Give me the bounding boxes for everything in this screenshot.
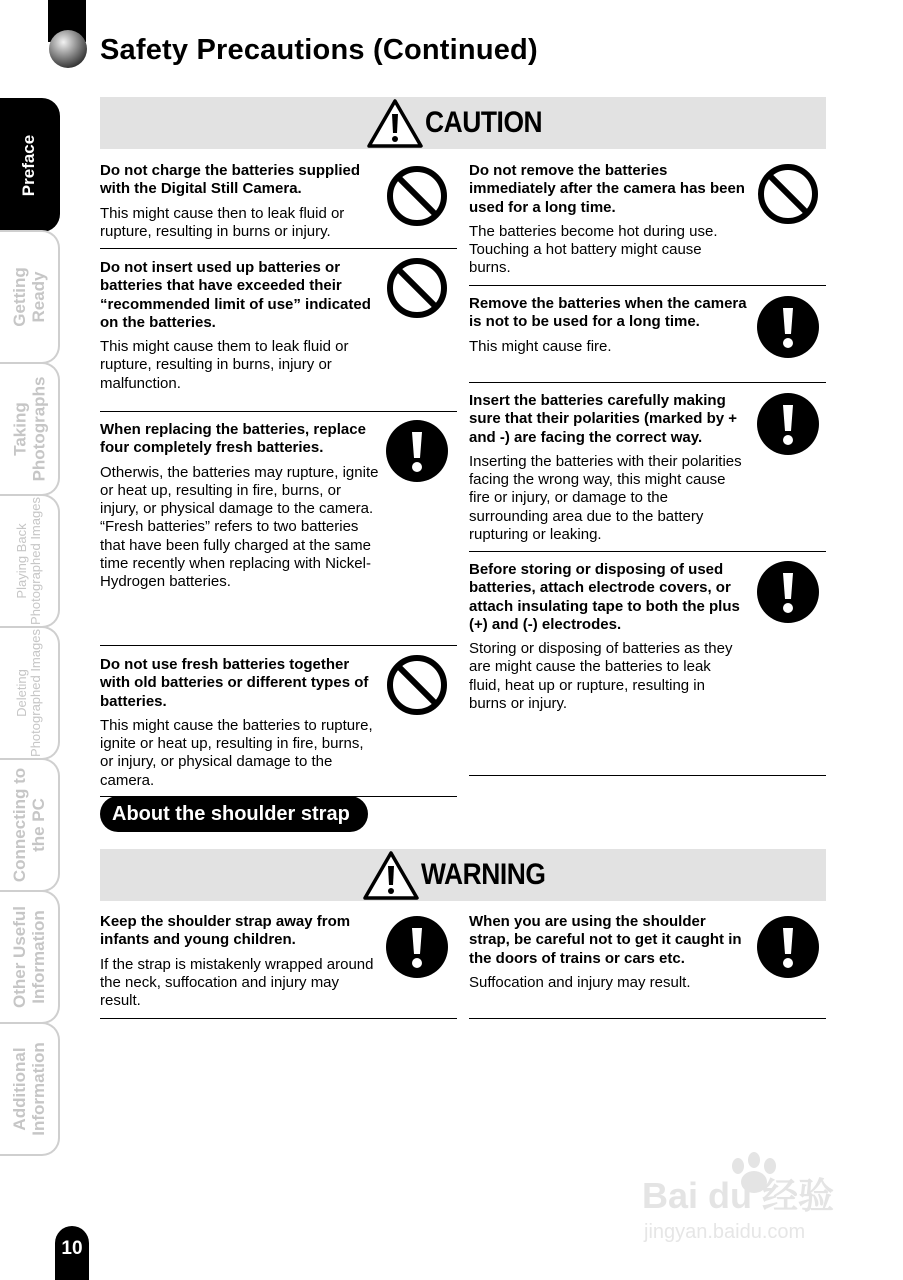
warning-label: WARNING [421, 858, 546, 891]
tab-taking-photographs[interactable] [0, 362, 60, 496]
tab-playing-back[interactable] [0, 494, 60, 628]
mandatory-icon [756, 915, 820, 979]
page-title: Safety Precautions (Continued) [100, 34, 538, 66]
tab-label: Playing Back Photographed Images [14, 497, 43, 625]
item-heading: Before storing or disposing of used batteries, attach electrode covers, or attach insulating tape to both the plus (+) and (-) electrodes. [469, 561, 740, 633]
prohibition-icon [385, 653, 449, 717]
caution-left-column [100, 162, 457, 797]
item-body: Inserting the batteries with their polarities facing the wrong way, this might cause fire or injury, or damage to the surrounding area due to the battery rupturing or leaking. [469, 452, 742, 544]
mandatory-icon [756, 392, 820, 456]
item-body: This might cause fire. [469, 337, 612, 355]
watermark-brand: Bai du 经验 [642, 1175, 835, 1216]
tab-label: Additional Information [10, 1042, 48, 1136]
caution-item [469, 286, 826, 383]
warning-triangle-icon [367, 98, 423, 148]
item-body: This might cause the batteries to rupture, ignite or heat up, resulting in fire, burns, or injury, or physical damage to the camera. [100, 716, 373, 789]
prohibition-icon [756, 162, 820, 226]
item-heading: Insert the batteries carefully making sure that their polarities (marked by + and -) are facing the correct way. [469, 392, 738, 446]
caution-item [100, 412, 457, 646]
page-number: 10 [55, 1226, 89, 1280]
item-body: If the strap is mistakenly wrapped around the neck, suffocation and injury may result. [100, 955, 374, 1010]
warning-triangle-icon [363, 850, 419, 900]
item-body: This might cause them to leak fluid or rupture, resulting in burns, injury or malfunction. [100, 338, 349, 392]
caution-item [469, 552, 826, 776]
item-body: This might cause then to leak fluid or rupture, resulting in burns or injury. [100, 204, 345, 240]
item-heading: Do not charge the batteries supplied with the Digital Still Camera. [100, 162, 361, 198]
warning-right-column [469, 913, 826, 1019]
warning-item [469, 913, 826, 1019]
warning-banner [100, 849, 826, 901]
item-heading: Keep the shoulder strap away from infants and young children. [100, 913, 351, 949]
tab-label: Other Useful Information [10, 905, 48, 1009]
tab-label: Taking Photographs [10, 376, 48, 482]
caution-item [100, 162, 457, 249]
tab-preface[interactable] [0, 98, 60, 232]
watermark-url: jingyan.baidu.com [644, 1221, 806, 1243]
section-title-pill: About the shoulder strap [100, 796, 368, 832]
tab-getting-ready[interactable] [0, 230, 60, 364]
item-heading: When replacing the batteries, replace four completely fresh batteries. [100, 421, 366, 457]
section-tabs [0, 98, 64, 1154]
caution-item [100, 646, 457, 797]
caution-label: CAUTION [425, 106, 543, 139]
item-heading: Do not remove the batteries immediately after the camera has been used for a long time. [469, 162, 745, 216]
tab-label: Preface [19, 134, 39, 196]
item-heading: When you are using the shoulder strap, be careful not to get it caught in the doors of trains or cars etc. [469, 913, 742, 967]
header-ball-icon [49, 30, 87, 68]
baidu-watermark [640, 1148, 850, 1244]
warning-left-column [100, 913, 457, 1019]
tab-additional-info[interactable] [0, 1022, 60, 1156]
mandatory-icon [385, 915, 449, 979]
tab-deleting[interactable] [0, 626, 60, 760]
prohibition-icon [385, 164, 449, 228]
caution-banner [100, 97, 826, 149]
item-heading: Remove the batteries when the camera is not to be used for a long time. [469, 295, 747, 331]
caution-item [469, 383, 826, 552]
item-body: Otherwis, the batteries may rupture, ignite or heat up, resulting in fire, burns, or injury, or physical damage to the camera. “Fresh batteries” refers to two batteries that have been fully charged at the same time recently when replacing with Nickel-Hydrogen batteries. [100, 463, 379, 591]
caution-item [469, 162, 826, 286]
tab-label: Getting Ready [10, 267, 48, 327]
item-heading: Do not insert used up batteries or batteries that have exceeded their “recommended limit of use” indicated on the batteries. [100, 259, 371, 331]
item-body: The batteries become hot during use. Touching a hot battery might cause burns. [469, 222, 718, 277]
tab-label: Deleting Photographed Images [14, 629, 43, 757]
caution-item [100, 249, 457, 412]
item-body: Storing or disposing of batteries as they are might cause the batteries to leak fluid, heat up or rupture, resulting in burns or injury. [469, 640, 733, 713]
item-heading: Do not use fresh batteries together with old batteries or different types of batteries. [100, 656, 369, 710]
mandatory-icon [385, 419, 449, 483]
tab-label: Connecting to the PC [10, 767, 49, 883]
tab-other-useful[interactable] [0, 890, 60, 1024]
item-body: Suffocation and injury may result. [469, 973, 691, 991]
mandatory-icon [756, 295, 820, 359]
tab-connecting-pc[interactable] [0, 758, 60, 892]
prohibition-icon [385, 256, 449, 320]
warning-item [100, 913, 457, 1019]
caution-right-column [469, 162, 826, 776]
mandatory-icon [756, 560, 820, 624]
